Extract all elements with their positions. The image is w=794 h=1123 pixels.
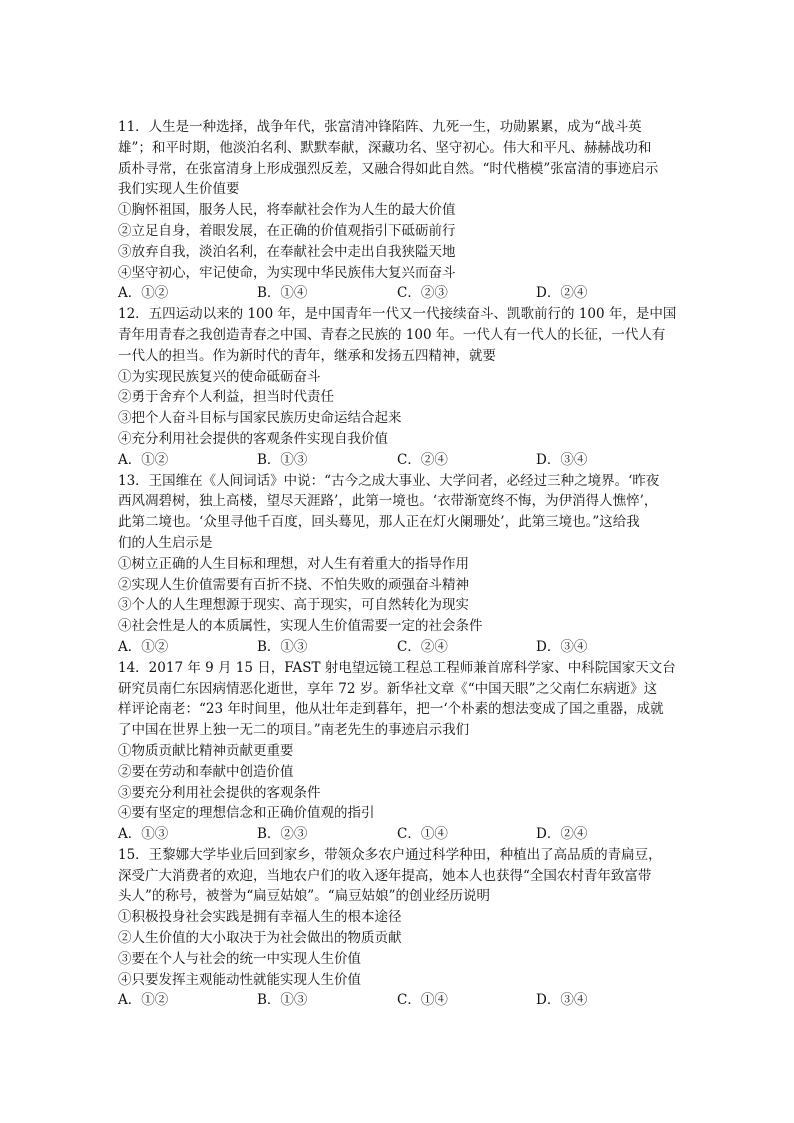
choice-a: A．①② [118, 285, 169, 302]
choice-b: B．①④ [257, 285, 308, 302]
option-statement: ①胸怀祖国，服务人民，将奉献社会作为人生的最大价值 [118, 202, 456, 219]
option-statement: ④要有坚定的理想信念和正确价值观的指引 [118, 805, 375, 822]
choice-c: C．①④ [397, 992, 448, 1009]
option-statement: ①物质贡献比精神贡献更重要 [118, 742, 294, 759]
choice-a: A．①② [118, 992, 169, 1009]
question-stem-line: 深受广大消费者的欢迎，当地农户们的收入逐年提高，她本人也获得“全国农村青年致富带 [118, 867, 652, 884]
question-11 [118, 117, 678, 304]
answer-choices [118, 283, 678, 304]
choice-c: C．②③ [397, 285, 448, 302]
question-stem-line: 我们实现人生价值要 [118, 181, 240, 198]
choice-b: B．②③ [257, 826, 308, 843]
choice-c: C．②④ [397, 451, 448, 468]
question-stem-line: 一代人的担当。作为新时代的青年，继承和发扬五四精神，就要 [118, 347, 496, 364]
question-stem-line: 样评论南老：“23 年时间里，他从壮年走到暮年，把一‘个朴素的想法变成了国之重器，成就 [118, 701, 664, 718]
option-statement: ④坚守初心，牢记使命，为实现中华民族伟大复兴而奋斗 [118, 264, 456, 281]
option-statement: ③个人的人生理想源于现实、高于现实，可自然转化为现实 [118, 597, 469, 614]
option-statement: ④充分利用社会提供的客观条件实现自我价值 [118, 430, 388, 447]
question-stem-line: 头人”的称号，被誉为“扁豆姑娘”。“扁豆姑娘”的创业经历说明 [118, 888, 491, 905]
choice-d: D．②④ [536, 826, 588, 843]
choice-b: B．①③ [257, 638, 308, 655]
question-stem-line: 们的人生启示是 [118, 534, 213, 551]
option-statement: ②要在劳动和奉献中创造价值 [118, 763, 294, 780]
option-statement: ③把个人奋斗目标与国家民族历史命运结合起来 [118, 410, 402, 427]
option-statement: ④社会性是人的本质属性，实现人生价值需要一定的社会条件 [118, 618, 483, 635]
question-list [118, 117, 678, 1011]
option-statement: ③要在个人与社会的统一中实现人生价值 [118, 950, 361, 967]
answer-choices [118, 637, 678, 658]
question-stem-line: 15．王黎娜大学毕业后回到家乡，带领众多农户通过科学种田，种植出了高品质的青扁豆， [118, 846, 662, 863]
choice-a: A．①③ [118, 826, 169, 843]
option-statement: ③放弃自我，淡泊名利，在奉献社会中走出自我狭隘天地 [118, 243, 456, 260]
choice-b: B．①③ [257, 451, 308, 468]
option-statement: ①树立正确的人生目标和理想，对人生有着重大的指导作用 [118, 555, 469, 572]
answer-choices [118, 824, 678, 845]
question-stem-line: 雄”；和平时期，他淡泊名利、默默奉献，深藏功名、坚守初心。伟大和平凡、赫赫战功和 [118, 139, 652, 156]
question-stem-line: 11．人生是一种选择，战争年代，张富清冲锋陷阵、九死一生，功勋累累，成为“战斗英 [118, 119, 642, 135]
question-stem-line: 14．2017 年 9 月 15 日，FAST 射电望远镜工程总工程师兼首席科学家、中科院国家天文台 [118, 659, 676, 676]
choice-d: D．②④ [536, 285, 588, 302]
option-statement: ②人生价值的大小取决于为社会做出的物质贡献 [118, 930, 402, 947]
option-statement: ①为实现民族复兴的使命砥砺奋斗 [118, 368, 321, 385]
answer-choices [118, 450, 678, 471]
choice-d: D．③④ [536, 992, 588, 1009]
question-12 [118, 304, 678, 470]
answer-choices [118, 990, 678, 1011]
question-15 [118, 845, 678, 1011]
question-stem-line: 12．五四运动以来的 100 年，是中国青年一代又一代接续奋斗、凯歌前行的 100 年，是中国 [118, 306, 677, 323]
question-stem-line: 了中国在世界上独一无二的项目。”南老先生的事迹启示我们 [118, 722, 470, 739]
option-statement: ②实现人生价值需要有百折不挠、不怕失败的顽强奋斗精神 [118, 576, 469, 593]
choice-c: C．②④ [397, 638, 448, 655]
choice-a: A．①② [118, 451, 169, 468]
option-statement: ④只要发挥主观能动性就能实现人生价值 [118, 971, 361, 988]
question-14 [118, 658, 678, 845]
question-stem-line: 此第二境也。‘众里寻他千百度，回头蓦见，那人正在灯火阑珊处’，此第三境也。”这给我 [118, 514, 640, 531]
choice-b: B．①③ [257, 992, 308, 1009]
choice-d: D．③④ [536, 638, 588, 655]
option-statement: ②立足自身，着眼发展，在正确的价值观指引下砥砺前行 [118, 222, 456, 239]
question-stem-line: 13．王国维在《人间词话》中说：“古今之成大事业、大学问者，必经过三种之境界。‘昨夜 [118, 472, 660, 489]
question-stem-line: 西风凋碧树，独上高楼，望尽天涯路’，此第一境也。‘衣带渐宽终不悔，为伊消得人憔悴’， [118, 493, 658, 510]
question-stem-line: 研究员南仁东因病情恶化逝世，享年 72 岁。新华社文章《“中国天眼”之父南仁东病逝》这 [118, 680, 658, 697]
option-statement: ①积极投身社会实践是拥有幸福人生的根本途径 [118, 909, 402, 926]
choice-d: D．③④ [536, 451, 588, 468]
question-stem-line: 青年用青春之我创造青春之中国、青春之民族的 100 年。一代人有一代人的长征，一代人有 [118, 326, 666, 343]
option-statement: ③要充分利用社会提供的客观条件 [118, 784, 321, 801]
question-stem-line: 质朴寻常，在张富清身上形成强烈反差，又融合得如此自然。“时代楷模”张富清的事迹启示 [118, 160, 659, 177]
choice-a: A．①② [118, 638, 169, 655]
option-statement: ②勇于舍弃个人利益，担当时代责任 [118, 389, 334, 406]
question-13 [118, 471, 678, 658]
choice-c: C．①④ [397, 826, 448, 843]
